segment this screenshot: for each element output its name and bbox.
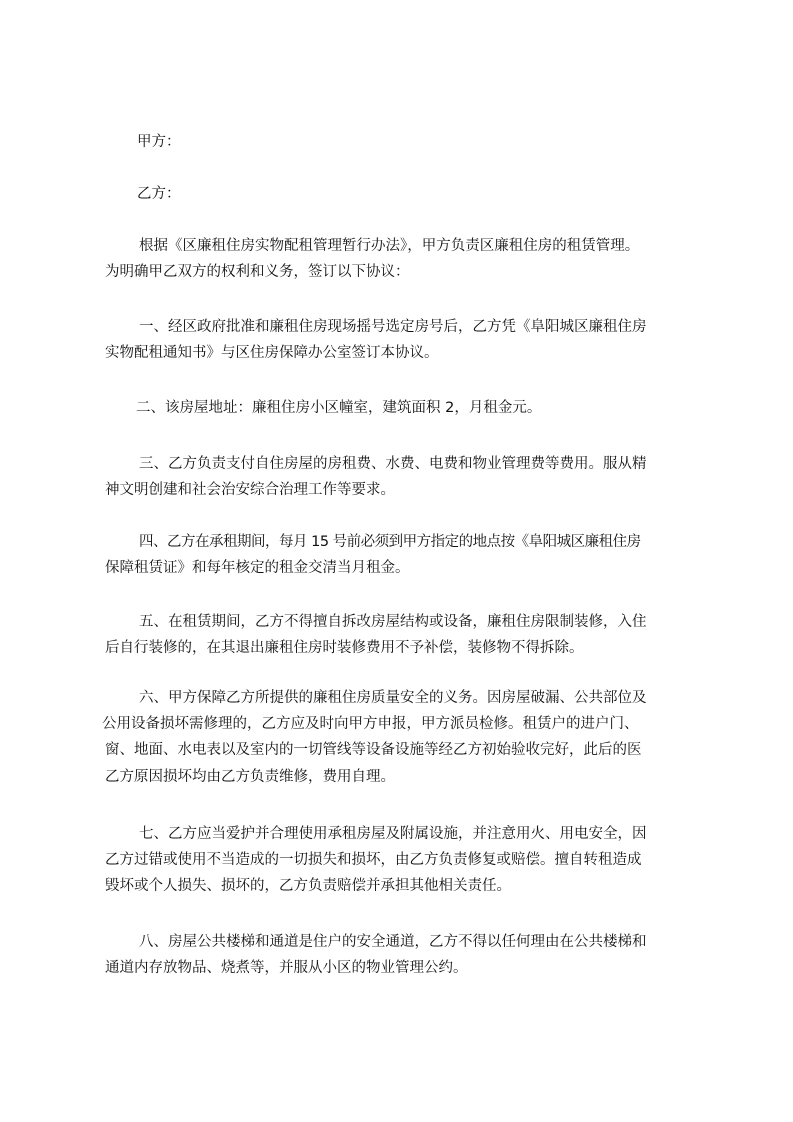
clause-4-line-2: 保障租赁证》和每年核定的租金交清当月租金。	[105, 560, 410, 576]
clause-6-line-3: 窗、地面、水电表以及室内的一切管线等设备设施等经乙方初始验收完好，此后的医	[105, 742, 642, 758]
clause-2-line-1: 二、该房屋地址：廉租住房小区幢室，建筑面积 2，月租金元。	[136, 400, 542, 416]
clause-6-line-1: 六、甲方保障乙方所提供的廉租住房质量安全的义务。因房屋破漏、公共部位及	[139, 690, 647, 706]
party-b-label: 乙方：	[137, 186, 181, 202]
clause-1-line-1: 一、经区政府批准和廉租住房现场摇号选定房号后，乙方凭《阜阳城区廉租住房	[139, 319, 647, 335]
clause-8-line-2: 通道内存放物品、烧煮等，并服从小区的物业管理公约。	[105, 960, 468, 976]
clause-3-line-1: 三、乙方负责支付自住房屋的房租费、水费、电费和物业管理费等费用。服从精	[139, 456, 647, 472]
clause-6-line-2: 公用设备损坏需修理的，乙方应及时向甲方申报，甲方派员检修。租赁户的进户门、	[102, 716, 639, 732]
clause-6-line-4: 乙方原因损坏均由乙方负责维修，费用自理。	[105, 769, 395, 785]
clause-7-line-1: 七、乙方应当爱护并合理使用承租房屋及附属设施，并注意用火、用电安全，因	[139, 826, 647, 842]
clause-5-line-2: 后自行装修的，在其退出廉租住房时装修费用不予补偿，装修物不得拆除。	[105, 640, 584, 656]
clause-5-line-1: 五、在租赁期间，乙方不得擅自拆改房屋结构或设备，廉租住房限制装修，入住	[139, 614, 647, 630]
intro-line-2: 为明确甲乙双方的权利和义务，签订以下协议：	[105, 264, 410, 280]
clause-7-line-3: 毁坏或个人损失、损坏的，乙方负责赔偿并承担其他相关责任。	[105, 878, 511, 894]
intro-line-1: 根据《区廉租住房实物配租管理暂行办法》，甲方负责区廉租住房的租赁管理。	[139, 238, 640, 254]
clause-4-line-1: 四、乙方在承租期间，每月 15 号前必须到甲方指定的地点按《阜阳城区廉租住房	[139, 534, 641, 550]
clause-3-line-2: 神文明创建和社会治安综合治理工作等要求。	[105, 482, 395, 498]
clause-1-line-2: 实物配租通知书》与区住房保障办公室签订本协议。	[105, 345, 439, 361]
party-a-label: 甲方：	[137, 134, 181, 150]
clause-8-line-1: 八、房屋公共楼梯和通道是住户的安全通道，乙方不得以任何理由在公共楼梯和	[139, 934, 647, 950]
clause-7-line-2: 乙方过错或使用不当造成的一切损失和损坏，由乙方负责修复或赔偿。擅自转租造成	[105, 852, 642, 868]
